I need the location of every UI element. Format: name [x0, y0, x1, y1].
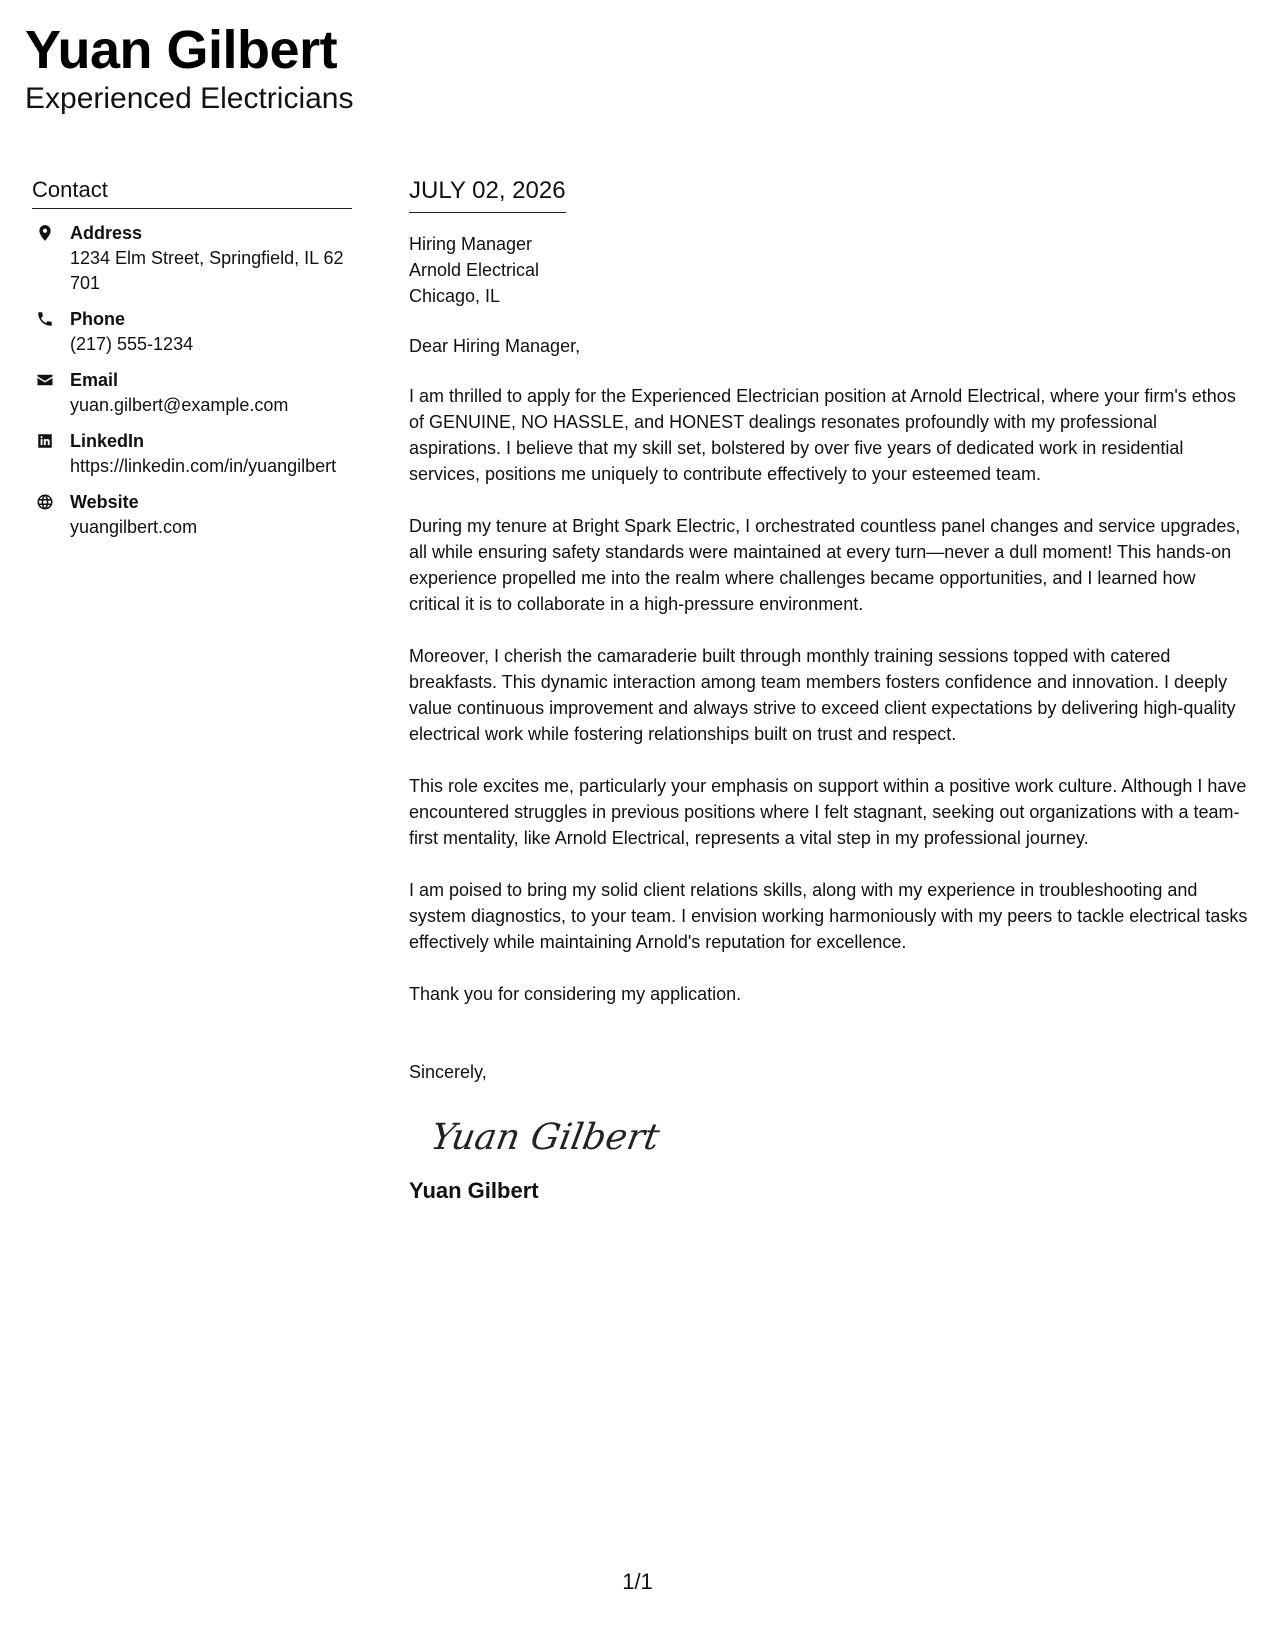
cover-letter-body — [409, 176, 1249, 1205]
applicant-name: Yuan Gilbert — [25, 20, 338, 80]
contact-value-phone: (217) 555-1234 — [70, 334, 194, 354]
contact-item-linkedin — [32, 429, 352, 479]
contact-value-linkedin[interactable]: https://linkedin.com/in/yuangilbert — [70, 456, 337, 476]
contact-value-address: 1234 Elm Street, Springfield, IL 62701 — [70, 248, 344, 293]
contact-value-website[interactable]: yuangilbert.com — [70, 517, 198, 537]
contact-item-email — [32, 368, 352, 418]
contact-item-address — [32, 221, 352, 296]
signature — [433, 1105, 673, 1165]
contact-item-website — [32, 490, 352, 540]
recipient-title: Hiring Manager — [409, 234, 533, 254]
contact-label-linkedin: LinkedIn — [70, 431, 145, 451]
paragraph-3: Moreover, I cherish the camaraderie built through monthly training sessions topped with catered breakfasts. This dynamic interaction among team members fosters confidence and innovation. I deeply value continuous improvement and always strive to exceed client expectations by delivering high-quality electrical work while fostering relationships built on trust and respect. — [409, 646, 1236, 744]
letter-date: JULY 02, 2026 — [409, 176, 566, 213]
applicant-tagline: Experienced Electricians — [25, 82, 354, 115]
contact-heading: Contact — [32, 176, 352, 209]
globe-icon — [32, 490, 70, 511]
paragraph-6: Thank you for considering my application. — [409, 984, 742, 1004]
contact-label-address: Address — [70, 223, 143, 243]
contact-sidebar — [32, 176, 352, 551]
paragraph-5: I am poised to bring my solid client relations skills, along with my experience in troubleshooting and system diagnostics, to your team. I envision working harmoniously with my peers to tackle electrical tasks effectively while maintaining Arnold's reputation for excellence. — [409, 880, 1248, 952]
recipient-location: Chicago, IL — [409, 286, 501, 306]
linkedin-icon — [32, 429, 70, 450]
contact-label-email: Email — [70, 370, 119, 390]
contact-value-email: yuan.gilbert@example.com — [70, 395, 289, 415]
contact-label-website: Website — [70, 492, 139, 512]
contact-item-phone — [32, 307, 352, 357]
signature-script: Yuan Gilbert — [433, 1115, 663, 1158]
closing: Sincerely, — [409, 1062, 487, 1082]
map-pin-icon — [32, 221, 70, 242]
recipient-company: Arnold Electrical — [409, 260, 540, 280]
envelope-icon — [32, 368, 70, 389]
salutation: Dear Hiring Manager, — [409, 336, 581, 356]
contact-label-phone: Phone — [70, 309, 126, 329]
phone-icon — [32, 307, 70, 328]
recipient-block — [409, 231, 1249, 309]
page-number: 1/1 — [622, 1569, 653, 1594]
paragraph-4: This role excites me, particularly your emphasis on support within a positive work culture. Although I have encountered struggles in previous positions where I felt stagnant, seeking out organizations with a team-first mentality, like Arnold Electrical, represents a vital step in my professional journey. — [409, 776, 1247, 848]
paragraph-2: During my tenure at Bright Spark Electric, I orchestrated countless panel changes and service upgrades, all while ensuring safety standards were maintained at every turn—never a dull moment! This hands-on experience propelled me into the realm where challenges became opportunities, and I learned how critical it is to collaborate in a high-pressure environment. — [409, 516, 1241, 614]
signer-name: Yuan Gilbert — [409, 1178, 539, 1203]
paragraph-1: I am thrilled to apply for the Experienced Electrician position at Arnold Electrical, where your firm's ethos of GENUINE, NO HASSLE, and HONEST dealings resonates profoundly with my professional aspirations. I believe that my skill set, bolstered by over five years of dedicated work in residential services, positions me uniquely to contribute effectively to your esteemed team. — [409, 386, 1236, 484]
